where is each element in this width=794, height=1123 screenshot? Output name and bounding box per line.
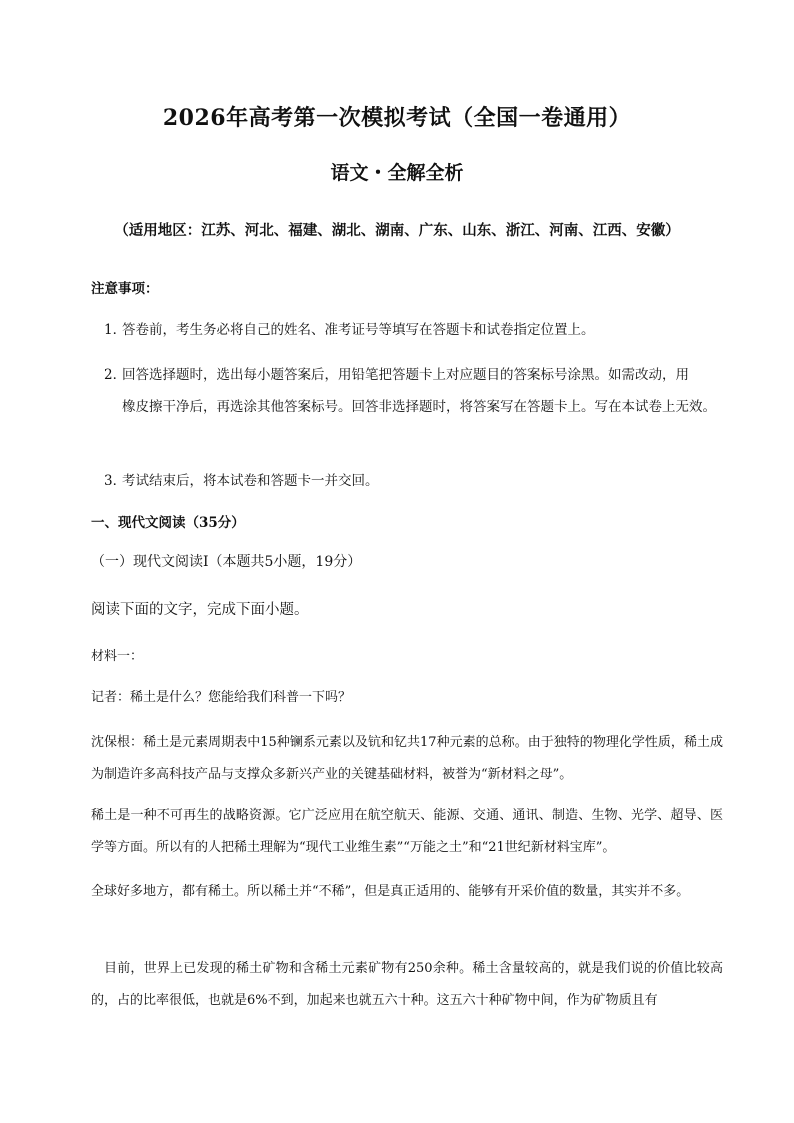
- notice-item-text-line1: 回答选择题时，选出每小题答案后，用铅笔把答题卡上对应题目的答案标号涂黑。如需改动，用: [122, 367, 689, 383]
- notice-item-3: [104, 465, 724, 497]
- subsection-heading: （一）现代文阅读Ⅰ（本题共5小题，19分）: [91, 554, 362, 570]
- notice-item-number: 3．: [104, 473, 127, 489]
- notice-heading: 注意事项：: [91, 281, 159, 297]
- material-label: 材料一：: [91, 649, 144, 664]
- applicable-regions: （适用地区：江苏、河北、福建、湖北、湖南、广东、山东、浙江、河南、江西、安徽）: [114, 222, 680, 239]
- section-heading: 一、现代文阅读（35分）: [91, 515, 245, 531]
- notice-item-number: 1．: [104, 322, 127, 338]
- notice-item-number: 2．: [104, 367, 127, 383]
- paragraph-answer-3: 全球好多地方，都有稀土。所以稀土并“不稀”，但是真正适用的、能够有开采价值的数量，其实并不多。: [91, 884, 690, 899]
- notice-item-text: 考试结束后，将本试卷和答题卡一并交回。: [122, 473, 379, 489]
- exam-subtitle: 语文・全解全析: [330, 162, 464, 184]
- notice-item-2: [104, 359, 724, 455]
- exam-title: 2026年高考第一次模拟考试（全国一卷通用）: [162, 105, 632, 131]
- notice-item-text-rest: 橡皮擦干净后，再选涂其他答案标号。回答非选择题时，将答案写在答题卡上。写在本试卷上无效。: [122, 399, 716, 415]
- paragraph-answer-4: 目前，世界上已发现的稀土矿物和含稀土元素矿物有250余种。稀土含量较高的，就是我们说的价值比较高的，占的比率很低，也就是6%不到，加起来也就五六十种。这五六十种矿物中间，作为矿物质且有: [91, 961, 723, 1008]
- paragraph-answer-1: 沈保根：稀土是元素周期表中15种镧系元素以及钪和钇共17种元素的总称。由于独特的物理化学性质，稀土成为制造许多高科技产品与支撑众多新兴产业的关键基础材料，被誉为“新材料之母”。: [91, 735, 723, 782]
- notice-item-1: [104, 314, 724, 346]
- notice-item-text: 答卷前，考生务必将自己的姓名、准考证号等填写在答题卡和试卷指定位置上。: [122, 322, 595, 338]
- paragraph-reporter-question: 记者：稀土是什么？您能给我们科普一下吗？: [91, 690, 352, 705]
- reading-instruction: 阅读下面的文字，完成下面小题。: [91, 602, 309, 618]
- paragraph-answer-2: 稀土是一种不可再生的战略资源。它广泛应用在航空航天、能源、交通、通讯、制造、生物、光学、超导、医学等方面。所以有的人把稀土理解为“现代工业维生素”“万能之土”和“21世纪新材料宝库”。: [91, 808, 723, 855]
